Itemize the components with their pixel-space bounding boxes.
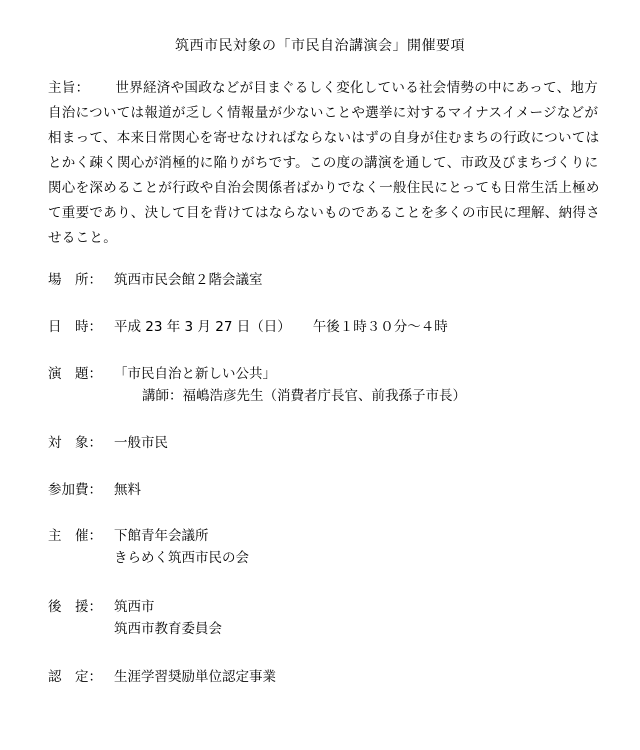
support-value-2: 筑西市教育委員会 (114, 621, 222, 637)
purpose-text: 世界経済や国政などが目まぐるしく変化している社会情勢の中にあって、地方自治については報道が乏しく情報量が少ないことや選挙に対するマイナスイメージなどが相まって、本来日常関心を寄せなければならないはずの自身が住むまちの行政についてはとかく疎く関心が消極的に陥りがちです。この度の講演を通して、市政及びまちづくりに関心を深めることが行政や自治会関係者ばかりでなく一般住民にとっても日常生活上極めて重要であり、決して目を背けてはならないものであることを多くの市民に理解、納得させること。 (48, 80, 600, 246)
audience-label: 対 象： (48, 435, 102, 451)
fee-value: 無料 (114, 482, 141, 498)
topic-speaker: 講師：福嶋浩彦先生（消費者庁長官、前我孫子市長） (142, 388, 466, 404)
place-label: 場 所： (48, 272, 102, 288)
fee-label: 参加費： (48, 482, 102, 498)
topic-label: 演 題： (48, 366, 102, 382)
date-value: 平成 23 年 3 月 27 日（日） (114, 319, 291, 335)
organizer-value-2: きらめく筑西市民の会 (114, 550, 249, 566)
support-value-1: 筑西市 (114, 599, 155, 615)
topic-title: 「市民自治と新しい公共」 (114, 366, 276, 382)
purpose-label: 主旨： (48, 80, 90, 96)
certification-value: 生涯学習奨励単位認定事業 (114, 669, 276, 685)
audience-value: 一般市民 (114, 435, 168, 451)
certification-label: 認 定： (48, 669, 102, 685)
organizer-label: 主 催： (48, 528, 102, 544)
purpose-section (48, 76, 608, 251)
datetime-label: 日 時： (48, 319, 102, 335)
document-title: 筑西市民対象の「市民自治講演会」開催要項 (175, 38, 465, 54)
organizer-value-1: 下館青年会議所 (114, 528, 209, 544)
time-value: 午後１時３０分～４時 (312, 319, 448, 335)
place-value: 筑西市民会館２階会議室 (114, 272, 263, 288)
support-label: 後 援： (48, 599, 102, 615)
